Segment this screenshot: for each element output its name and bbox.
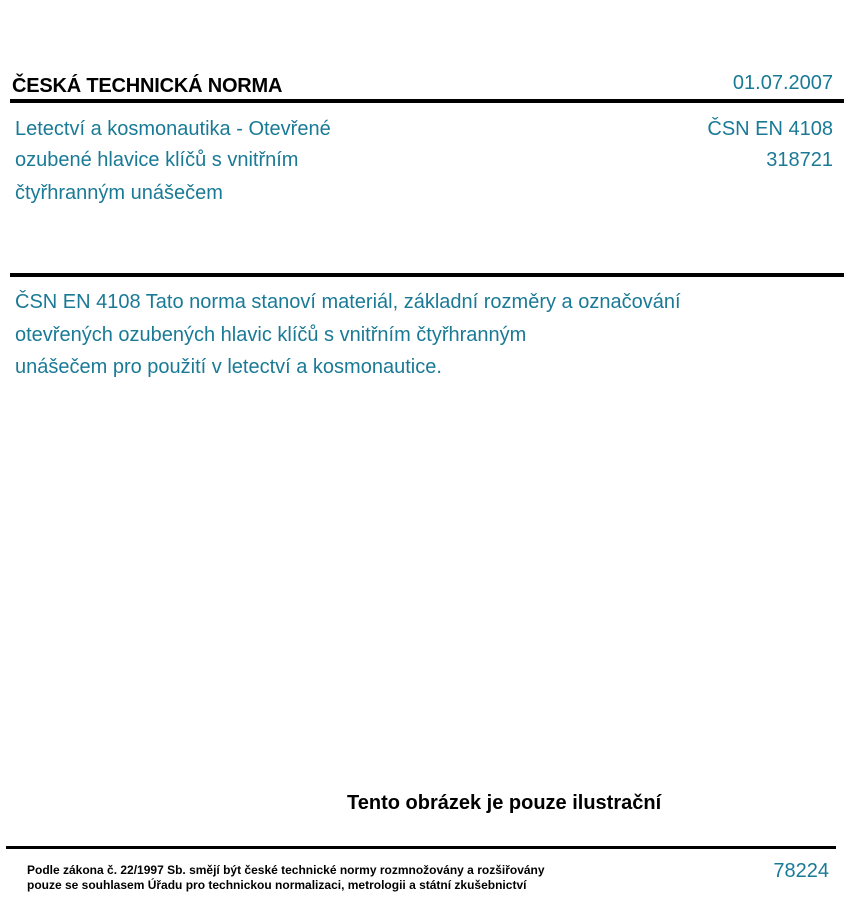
standard-title-line-1: Letectví a kosmonautika - Otevřené [15,118,331,140]
standard-designation: ČSN EN 4108 [707,118,833,140]
standard-title-line-2: ozubené hlavice klíčů s vnitřním [15,149,299,171]
catalog-number: 78224 [773,860,829,882]
illustration-note: Tento obrázek je pouze ilustrační [347,792,662,814]
standard-class-number: 318721 [766,149,833,171]
document-type-heading: ČESKÁ TECHNICKÁ NORMA [12,75,283,97]
header-divider [10,99,844,103]
description-line-2: otevřených ozubených hlavic klíčů s vnitřním čtyřhranným [15,324,527,346]
standard-title-line-3: čtyřhranným unášečem [15,182,223,204]
title-divider [10,273,844,277]
footer-divider [6,846,836,849]
publication-date: 01.07.2007 [732,72,833,94]
legal-notice-line-2: pouze se souhlasem Úřadu pro technickou normalizaci, metrologii a státní zkušebnictví [27,878,527,892]
description-line-1: ČSN EN 4108 Tato norma stanoví materiál, základní rozměry a označování [15,291,681,313]
legal-notice-line-1: Podle zákona č. 22/1997 Sb. smějí být české technické normy rozmnožovány a rozšiřovány [27,863,545,877]
description-line-3: unášečem pro použití v letectví a kosmonautice. [15,356,442,378]
